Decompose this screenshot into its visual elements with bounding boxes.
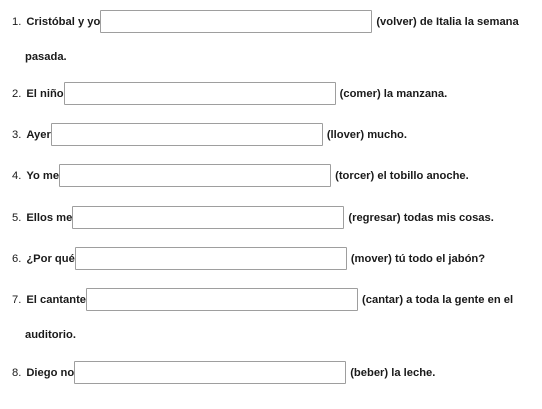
exercise-item-5 xyxy=(12,206,534,229)
exercise-line xyxy=(12,82,534,105)
exercise-item-1 xyxy=(12,10,534,64)
exercise-line xyxy=(12,123,534,146)
sentence-start: Yo me xyxy=(26,169,60,182)
sentence-end: (volver) de Italia la semana xyxy=(376,15,519,28)
sentence-end: (beber) la leche. xyxy=(350,366,436,379)
answer-input-2[interactable] xyxy=(64,82,336,105)
answer-input-4[interactable] xyxy=(59,164,331,187)
sentence-start: ¿Por qué xyxy=(26,252,75,265)
answer-input-1[interactable] xyxy=(100,10,372,33)
exercise-line xyxy=(12,164,534,187)
item-number: 6. xyxy=(12,252,22,265)
item-number: 8. xyxy=(12,366,22,379)
exercise-item-3 xyxy=(12,123,534,146)
exercise-line xyxy=(12,10,534,33)
sentence-end: (comer) la manzana. xyxy=(339,87,448,100)
item-number: 5. xyxy=(12,211,22,224)
sentence-end: (torcer) el tobillo anoche. xyxy=(335,169,469,182)
exercise-item-7 xyxy=(12,288,534,342)
exercise-line xyxy=(12,288,534,311)
answer-input-7[interactable] xyxy=(86,288,358,311)
exercise-item-2 xyxy=(12,82,534,105)
sentence-start: Ayer xyxy=(26,128,51,141)
exercise-line xyxy=(12,361,534,384)
exercise-item-4 xyxy=(12,164,534,187)
answer-input-6[interactable] xyxy=(75,247,347,270)
exercise-item-8 xyxy=(12,361,534,384)
sentence-continuation: pasada. xyxy=(25,51,67,63)
answer-input-5[interactable] xyxy=(72,206,344,229)
exercise-item-6 xyxy=(12,247,534,270)
item-number: 7. xyxy=(12,293,22,306)
item-number: 1. xyxy=(12,15,22,28)
item-number: 2. xyxy=(12,87,22,100)
sentence-start: Ellos me xyxy=(26,211,73,224)
sentence-start: El niño xyxy=(26,87,64,100)
item-number: 4. xyxy=(12,169,22,182)
sentence-end: (mover) tú todo el jabón? xyxy=(350,252,486,265)
sentence-end: (llover) mucho. xyxy=(326,128,407,141)
exercise-line xyxy=(12,206,534,229)
sentence-start: Diego no xyxy=(26,366,75,379)
item-number: 3. xyxy=(12,128,22,141)
sentence-end: (regresar) todas mis cosas. xyxy=(348,211,494,224)
sentence-end: (cantar) a toda la gente en el xyxy=(362,293,514,306)
sentence-start: El cantante xyxy=(26,293,87,306)
answer-input-8[interactable] xyxy=(74,361,346,384)
sentence-start: Cristóbal y yo xyxy=(26,15,101,28)
sentence-continuation: auditorio. xyxy=(25,329,76,341)
exercise-line xyxy=(12,247,534,270)
answer-input-3[interactable] xyxy=(51,123,323,146)
